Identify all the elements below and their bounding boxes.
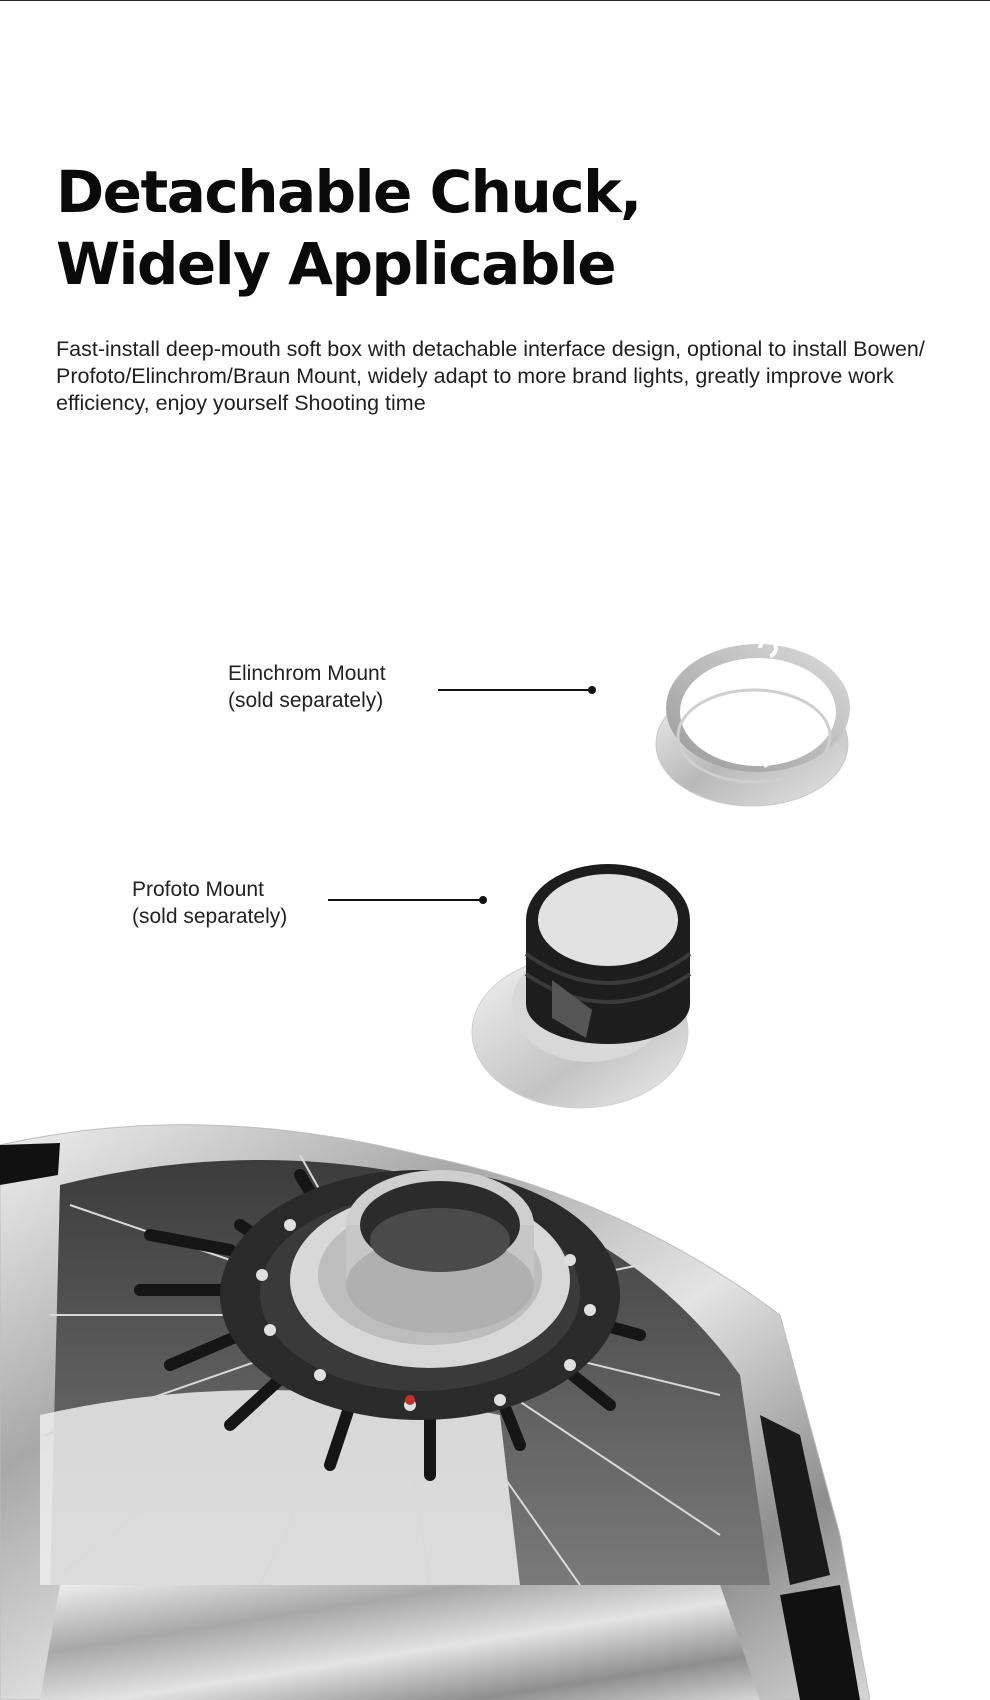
- profoto-leader-line: [328, 899, 484, 901]
- profoto-callout: [132, 876, 287, 930]
- page-title: [56, 156, 641, 300]
- profoto-label: Profoto Mount: [132, 878, 264, 901]
- elinchrom-note: (sold separately): [228, 689, 384, 712]
- profoto-mount-image: [468, 862, 728, 1116]
- softbox-image: [0, 1115, 870, 1700]
- title-line-2: Widely Applicable: [56, 230, 616, 298]
- elinchrom-callout: [228, 660, 386, 714]
- top-divider: [0, 0, 990, 1]
- elinchrom-leader-line: [438, 689, 592, 691]
- title-line-1: Detachable Chuck,: [56, 158, 641, 226]
- feature-description: Fast-install deep-mouth soft box with detachable interface design, optional to install Bowen/ Profoto/Elinchrom/Braun Mount, widely adapt to more brand lights, greatly improve work efficiency, enjoy yourself Shooting time: [56, 337, 925, 415]
- elinchrom-leader-dot: [588, 686, 596, 694]
- elinchrom-mount-image: [640, 626, 870, 826]
- elinchrom-label: Elinchrom Mount: [228, 662, 386, 685]
- profoto-note: (sold separately): [132, 905, 288, 928]
